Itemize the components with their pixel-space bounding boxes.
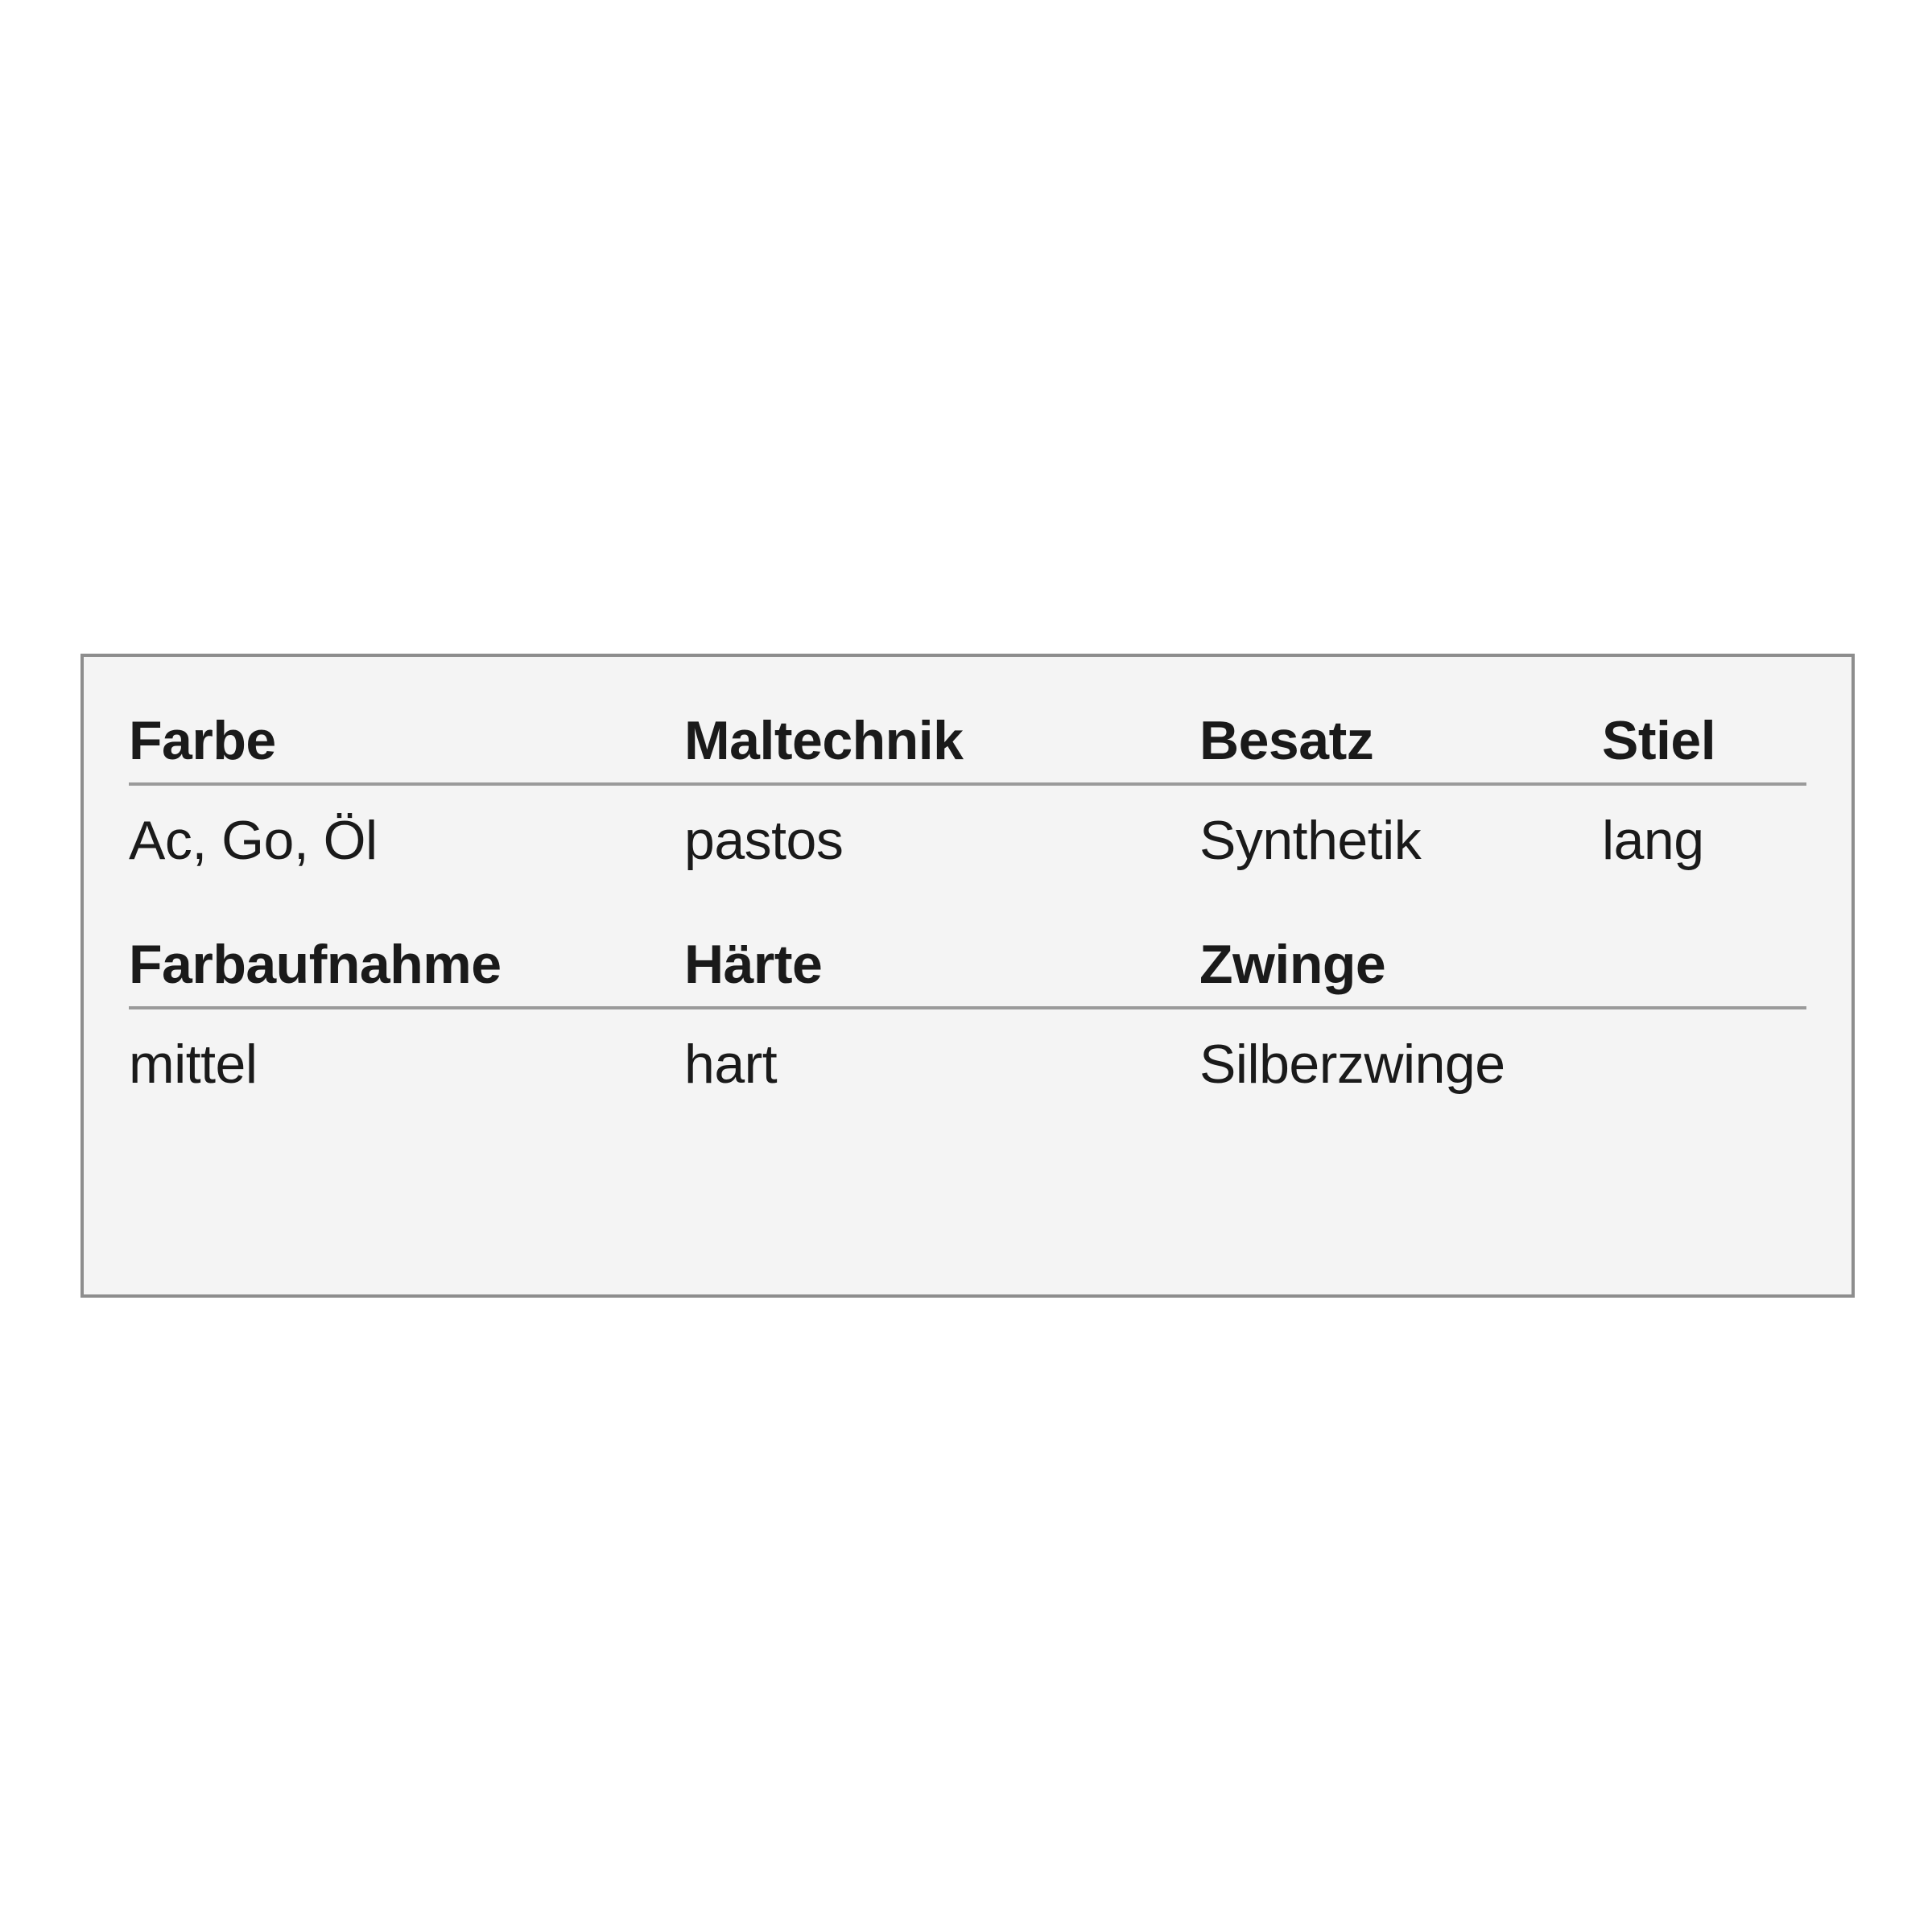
value-farbe: Ac, Go, Öl [129, 810, 378, 871]
spec-value-row [129, 1034, 1806, 1095]
header-rule-primary [129, 782, 1806, 786]
value-maltechnik: pastos [684, 810, 844, 871]
value-farbaufnahme: mittel [129, 1034, 258, 1095]
spec-header-row [129, 934, 1806, 995]
spec-value-row [129, 810, 1806, 871]
column-header-farbaufnahme: Farbaufnahme [129, 934, 502, 995]
column-header-stiel: Stiel [1602, 710, 1716, 771]
spec-header-row [129, 710, 1806, 771]
column-header-zwinge: Zwinge [1199, 934, 1386, 995]
specification-panel [80, 654, 1855, 1298]
specification-table [129, 710, 1806, 1095]
value-stiel: lang [1602, 810, 1704, 871]
column-header-haerte: Härte [684, 934, 823, 995]
header-rule-secondary [129, 1006, 1806, 1009]
column-header-farbe: Farbe [129, 710, 276, 771]
value-haerte: hart [684, 1034, 778, 1095]
spec-block-primary [129, 710, 1806, 871]
column-header-besatz: Besatz [1199, 710, 1374, 771]
spec-block-secondary [129, 934, 1806, 1095]
column-header-maltechnik: Maltechnik [684, 710, 964, 771]
value-zwinge: Silberzwinge [1199, 1034, 1505, 1095]
value-besatz: Synthetik [1199, 810, 1422, 871]
